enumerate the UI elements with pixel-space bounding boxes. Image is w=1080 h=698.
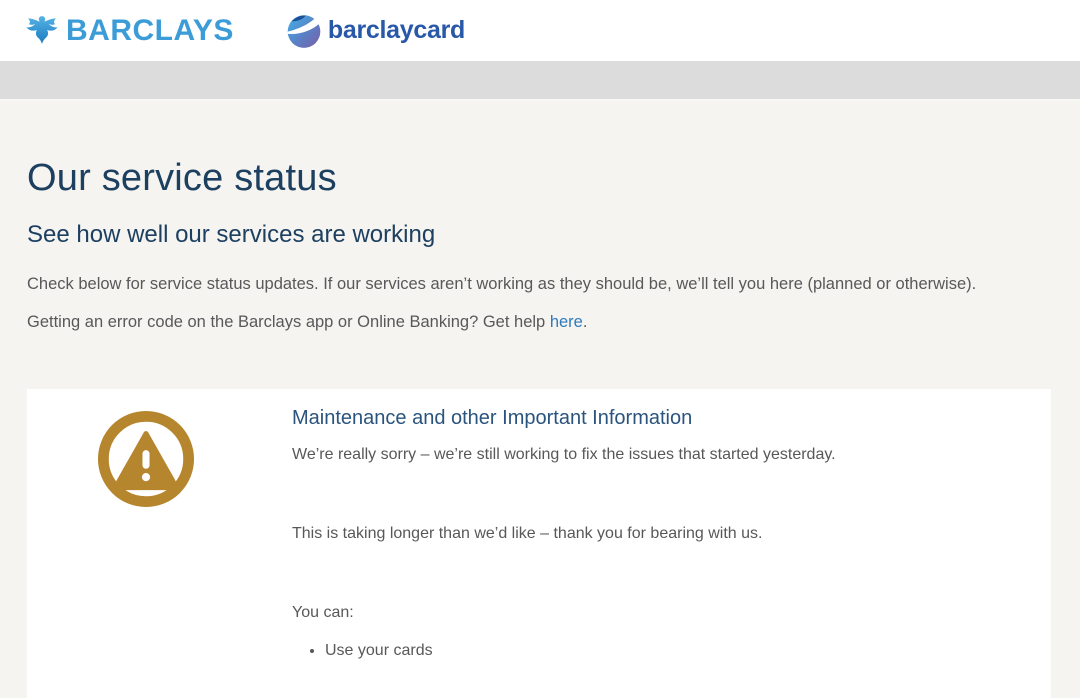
notice-icon-column [97,406,195,513]
barclaycard-wordmark: barclaycard [327,16,465,44]
get-help-link[interactable]: here [549,313,583,331]
notice-line-2: This is taking longer than we’d like – thank you for bearing with us. [292,525,763,542]
notice-title: Maintenance and other Important Information [292,407,693,429]
maintenance-notice-card [27,389,1051,698]
help-text-prefix: Getting an error code on the Barclays app or Online Banking? Get help [27,313,550,331]
secondary-nav-bar [0,61,1080,101]
barclays-wordmark: BARCLAYS [66,13,234,47]
site-header [0,0,1080,61]
help-text [27,311,1051,333]
notice-line-3: You can: [292,604,354,621]
barclaycard-globe-swoosh-icon [286,12,322,50]
page-subtitle: See how well our services are working [27,221,436,248]
notice-bullet-item: • Use your cards [325,640,1021,661]
barclays-logo[interactable] [25,12,234,49]
notice-bullet-list [292,640,1021,661]
intro-text: Check below for service status updates. If our services aren’t working as they should be, we’ll tell you here (planned or otherwise). [27,275,977,293]
barclays-eagle-icon [25,12,59,49]
page-title: Our service status [27,157,337,199]
barclaycard-logo[interactable] [286,12,465,50]
notice-text-column [292,406,1021,661]
help-text-suffix: . [582,313,588,331]
notice-line-1: We’re really sorry – we’re still working to fix the issues that started yesterday. [292,446,836,463]
warning-icon [97,410,195,508]
main-content [0,156,1080,698]
